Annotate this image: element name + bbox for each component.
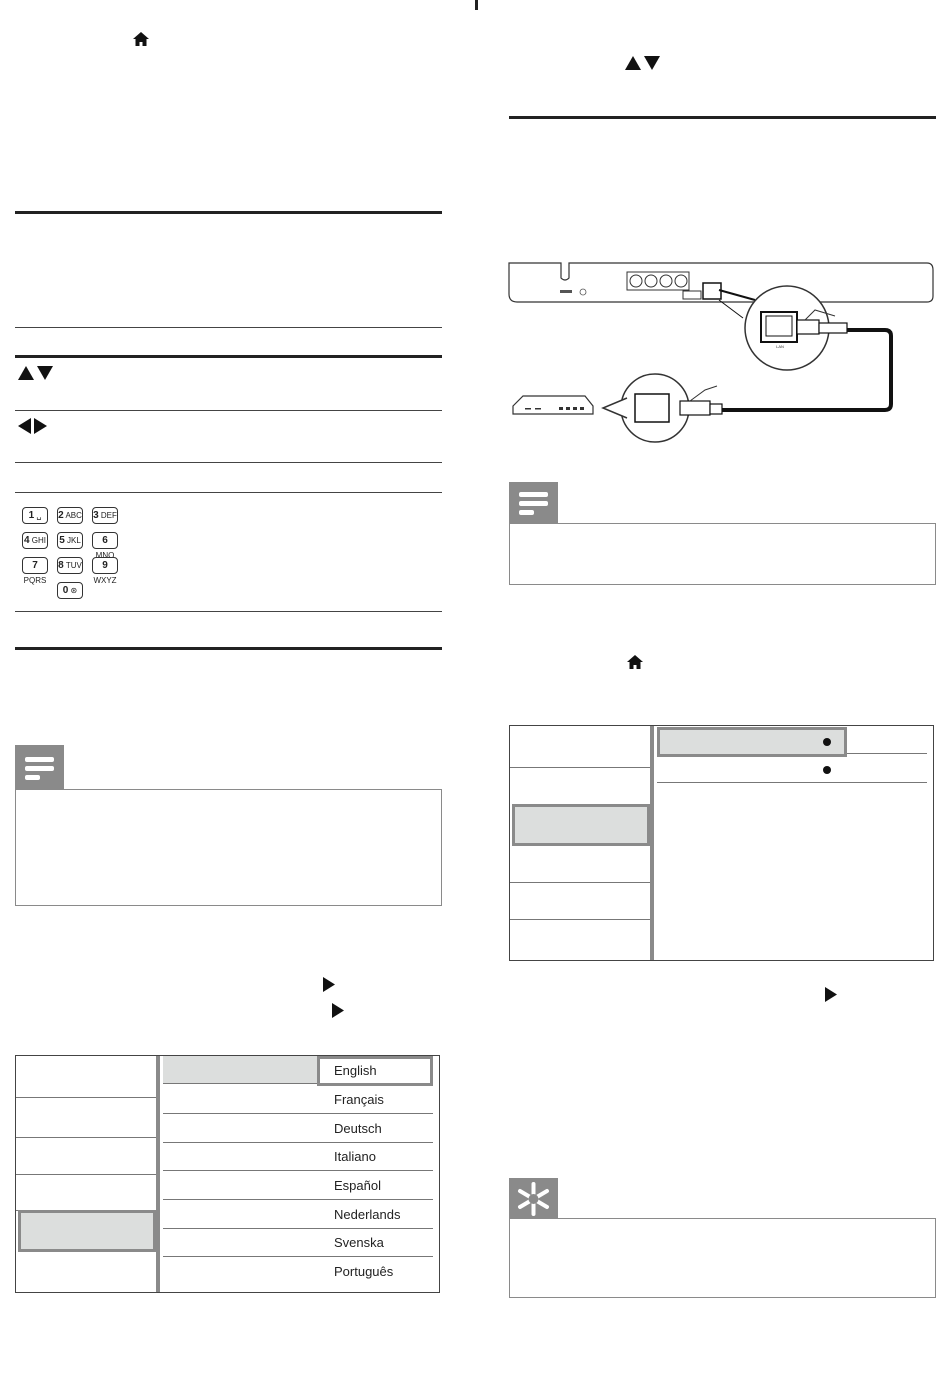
note-icon [509, 482, 558, 524]
language-option-english[interactable]: English [334, 1063, 377, 1078]
lan-connection-diagram [505, 258, 935, 450]
home-icon [627, 655, 643, 669]
table-row-divider [15, 492, 442, 493]
key-4: 4 GHI [22, 532, 48, 549]
lan-port-label: LAN [776, 344, 784, 349]
section-divider [15, 647, 442, 650]
language-option-espanol[interactable]: Español [334, 1178, 381, 1193]
note-box [509, 523, 936, 585]
key-6: 6 MNO [92, 532, 118, 549]
section-divider [15, 211, 442, 214]
language-option-italiano[interactable]: Italiano [334, 1149, 376, 1164]
option-radio-icon [823, 766, 831, 774]
language-option-svenska[interactable]: Svenska [334, 1235, 384, 1250]
table-divider [15, 327, 442, 328]
page-column-divider [475, 0, 478, 10]
language-menu [15, 1055, 440, 1293]
key-9: 9 WXYZ [92, 557, 118, 574]
left-right-arrows-icon [18, 418, 48, 434]
menu-category-selected[interactable] [512, 804, 650, 846]
menu-category-selected[interactable] [18, 1210, 156, 1252]
table-row-divider [15, 462, 442, 463]
option-radio-icon [823, 738, 831, 746]
table-row-divider [15, 611, 442, 612]
right-arrow-icon [825, 987, 837, 1002]
tip-icon [509, 1178, 558, 1219]
network-menu [509, 725, 934, 961]
language-option-nederlands[interactable]: Nederlands [334, 1207, 401, 1222]
key-7: 7 PQRS [22, 557, 48, 574]
section-divider [509, 116, 936, 119]
language-option-francais[interactable]: Français [334, 1092, 384, 1107]
note-icon [15, 745, 64, 790]
note-box [15, 789, 442, 906]
table-header-rule [15, 355, 442, 358]
tip-box [509, 1218, 936, 1298]
up-down-arrows-icon [18, 365, 54, 381]
right-arrow-icon [332, 1003, 344, 1018]
key-3: 3 DEF [92, 507, 118, 524]
home-icon [133, 32, 149, 46]
key-5: 5 JKL [57, 532, 83, 549]
key-8: 8 TUV [57, 557, 83, 574]
language-option-portugues[interactable]: Português [334, 1264, 394, 1279]
key-0: 0 ⊛ [57, 582, 83, 599]
table-row-divider [15, 410, 442, 411]
right-arrow-icon [323, 977, 335, 992]
key-2: 2 ABC [57, 507, 83, 524]
language-option-deutsch[interactable]: Deutsch [334, 1121, 382, 1136]
up-down-arrows-icon [625, 55, 661, 71]
key-1: 1 ␣ [22, 507, 48, 524]
network-option-selected[interactable] [657, 727, 847, 757]
